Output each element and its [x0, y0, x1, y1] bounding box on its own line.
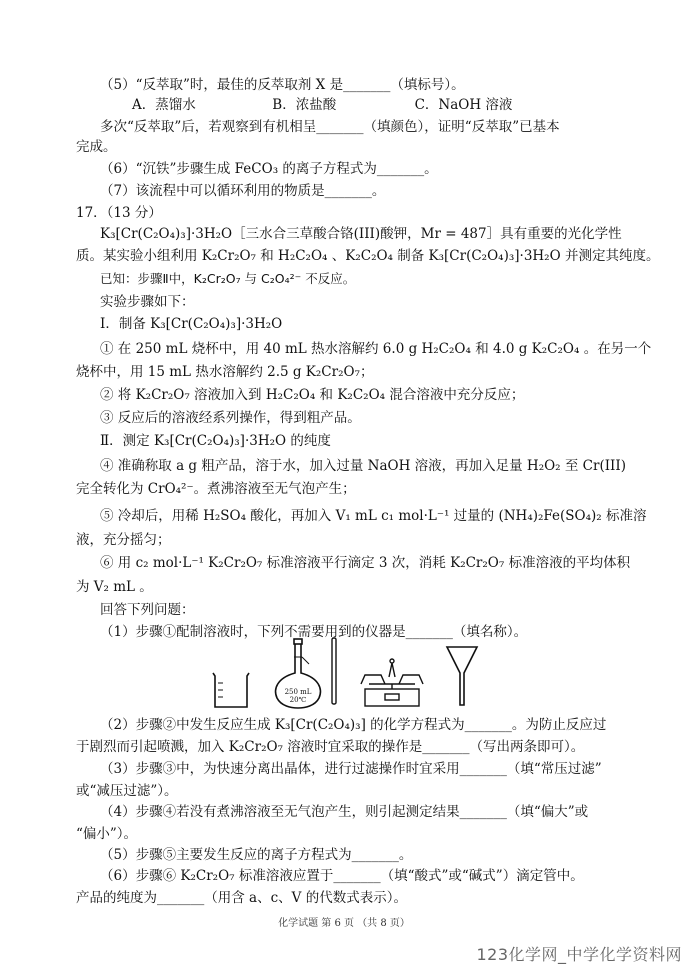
q17-answer-6-line2: 产品的纯度为_______（用含 a、c、V 的代数式表示）。: [76, 890, 407, 906]
q16-part7: （7）该流程中可以循环利用的物质是_______。: [100, 183, 386, 199]
q17-answer-4-line2: “偏小”）。: [76, 826, 138, 842]
q17-answer-3-line1: （3）步骤③中，为快速分离出晶体，进行过滤操作时宜采用_______（填“常压过滤”: [100, 761, 602, 777]
q17-step6-line2: 为 V₂ mL 。: [76, 579, 153, 595]
funnel-icon: [447, 647, 477, 705]
watermark: 123化学网_中学化学资料网: [476, 945, 682, 964]
q17-answer-2-line1: （2）步骤②中发生反应生成 K₃[Cr(C₂O₄)₃] 的化学方程式为_______。为防止反应过: [100, 717, 607, 733]
q17-answer-3-line2: 或“减压过滤”）。: [76, 783, 178, 799]
q16-part5-question: （5）“反萃取”时，最佳的反萃取剂 X 是_______（填标号）。: [100, 77, 465, 93]
q17-intro-line1: K₃[Cr(C₂O₄)₃]·3H₂O［三水合三草酸合铬(III)酸钾，Mr = 487］具有重要的光化学性: [100, 226, 622, 242]
option-a: A．蒸馏水: [132, 97, 196, 113]
q17-known: 已知：步骤Ⅱ中，K₂Cr₂O₇ 与 C₂O₄²⁻ 不反应。: [100, 271, 356, 286]
q17-answer-2-line2: 于剧烈而引起喷溅，加入 K₂Cr₂O₇ 溶液时宜采取的操作是_______（写出两条即可）。: [76, 739, 585, 755]
q17-step5-line1: ⑤ 冷却后，用稀 H₂SO₄ 酸化，再加入 V₁ mL c₁ mol·L⁻¹ 过量的 (NH₄)₂Fe(SO₄)₂ 标准溶: [100, 508, 647, 524]
q17-answer-1: （1）步骤①配制溶液时，下列不需要用到的仪器是_______（填名称）。: [100, 624, 528, 640]
apparatus-figure: [205, 637, 485, 709]
page-footer: 化学试题 第 6 页 （共 8 页）: [278, 918, 410, 929]
option-c: C．NaOH 溶液: [414, 97, 513, 113]
q16-part5-line3: 完成。: [76, 139, 117, 155]
q17-step5-line2: 液，充分摇匀；: [76, 532, 171, 548]
q17-answer-5: （5）步骤⑤主要发生反应的离子方程式为_______。: [100, 847, 413, 863]
q17-part1-title: Ⅰ．制备 K₃[Cr(C₂O₄)₃]·3H₂O: [100, 316, 283, 332]
option-b: B．浓盐酸: [272, 97, 337, 113]
flask-volume-label: 250 mL: [284, 688, 312, 696]
volumetric-flask-icon: [276, 639, 321, 708]
q17-answer-4-line1: （4）步骤④若没有煮沸溶液至无气泡产生，则引起测定结果_______（填“偏大”或: [100, 804, 589, 820]
glass-rod-icon: [332, 638, 336, 704]
q17-intro-line2: 质。某实验小组利用 K₂Cr₂O₇ 和 H₂C₂O₄ 、K₂C₂O₄ 制备 K₃[Cr(C₂O₄)₃]·3H₂O 并测定其纯度。: [76, 248, 660, 264]
q16-part5-line2: 多次“反萃取”后，若观察到有机相呈_______（填颜色），证明“反萃取”已基本: [100, 119, 560, 135]
q17-step1-line1: ① 在 250 mL 烧杯中，用 40 mL 热水溶解约 6.0 g H₂C₂O₄ 和 4.0 g K₂C₂O₄ 。在另一个: [100, 341, 652, 357]
q17-part2-title: Ⅱ．测定 K₃[Cr(C₂O₄)₃]·3H₂O 的纯度: [100, 433, 331, 449]
q17-step3: ③ 反应后的溶液经系列操作，得到粗产品。: [100, 410, 361, 426]
q17-step4-line1: ④ 准确称取 a g 粗产品，溶于水，加入过量 NaOH 溶液，再加入足量 H₂O₂ 至 Cr(III): [100, 458, 626, 474]
q17-step4-line2: 完全转化为 CrO₄²⁻。煮沸溶液至无气泡产生；: [76, 481, 356, 497]
q16-part6: （6）“沉铁”步骤生成 FeCO₃ 的离子方程式为_______。: [100, 161, 438, 177]
flask-temp-label: 20℃: [289, 696, 307, 704]
q17-step1-line2: 烧杯中，用 15 mL 热水溶解约 2.5 g K₂Cr₂O₇；: [76, 364, 374, 380]
q17-step6-line1: ⑥ 用 c₂ mol·L⁻¹ K₂Cr₂O₇ 标准溶液平行滴定 3 次，消耗 K₂Cr₂O₇ 标准溶液的平均体积: [100, 555, 631, 571]
q17-header: 17．（13 分）: [76, 205, 162, 221]
q17-answer-title: 回答下列问题：: [100, 602, 195, 618]
q17-steps-title: 实验步骤如下：: [100, 294, 195, 310]
beaker-icon: [213, 673, 249, 707]
q17-answer-6-line1: （6）步骤⑥ K₂Cr₂O₇ 标准溶液应置于_______（填“酸式”或“碱式”）滴定管中。: [100, 868, 584, 884]
q16-part5-options: [132, 96, 512, 114]
q17-step2: ② 将 K₂Cr₂O₇ 溶液加入到 H₂C₂O₄ 和 K₂C₂O₄ 混合溶液中充分反应；: [100, 387, 525, 403]
balance-icon: [361, 659, 423, 706]
